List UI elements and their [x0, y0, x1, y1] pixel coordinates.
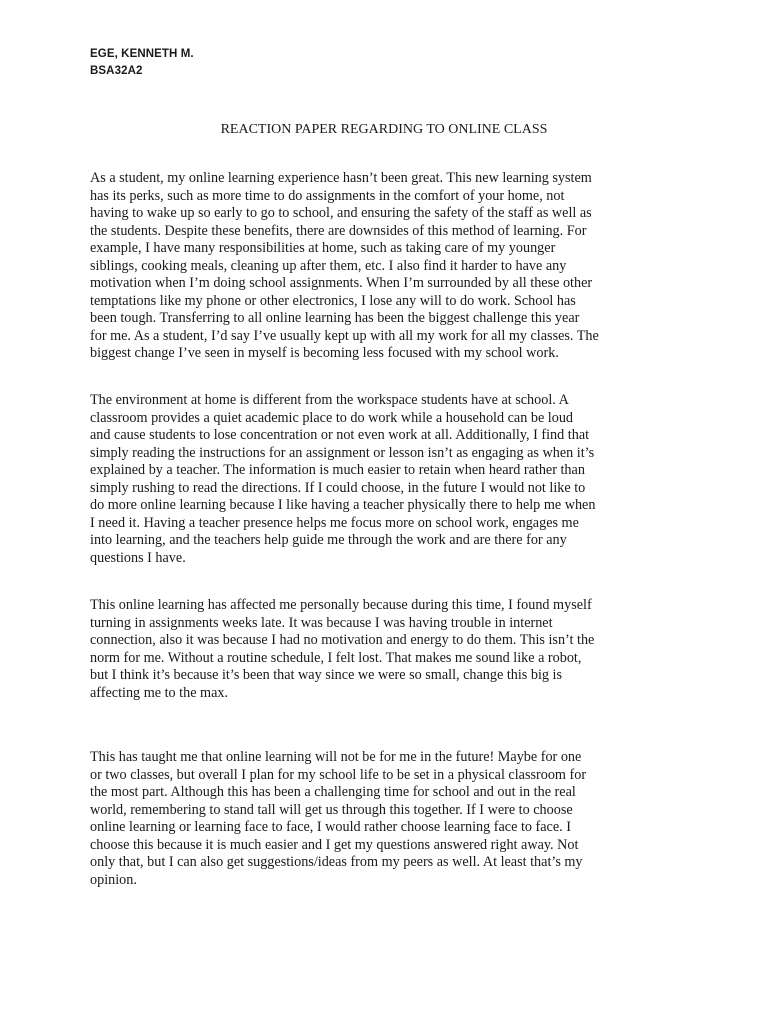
paragraph-line: This online learning has affected me personally because during this time, I found myself	[90, 597, 592, 613]
paragraph-4	[90, 749, 678, 889]
paragraph-line: connection, also it was because I had no motivation and energy to do them. This isn’t the	[90, 632, 595, 648]
paragraph-2	[90, 392, 678, 567]
paragraph-line: norm for me. Without a routine schedule, I felt lost. That makes me sound like a robot,	[90, 649, 582, 666]
paragraph-line: temptations like my phone or other electronics, I lose any will to do work. School has	[90, 292, 576, 309]
paragraph-line: and cause students to lose concentration or not even work at all. Additionally, I find that	[90, 427, 590, 443]
paragraph-line: As a student, my online learning experience hasn’t been great. This new learning system	[90, 170, 592, 186]
paragraph-line: only that, but I can also get suggestions/ideas from my peers as well. At least that’s my	[90, 854, 583, 870]
paragraph-line: siblings, cooking meals, cleaning up after them, etc. I also find it harder to have any	[90, 257, 567, 274]
paper-title: REACTION PAPER REGARDING TO ONLINE CLASS	[220, 122, 548, 137]
paragraph-line: example, I have many responsibilities at home, such as taking care of my younger	[90, 240, 556, 256]
paragraph-line: explained by a teacher. The information is much easier to retain when heard rather than	[90, 462, 585, 478]
paragraph-line: simply reading the instructions for an assignment or lesson isn’t as engaging as when it’s	[90, 444, 595, 461]
author-header	[90, 46, 194, 80]
class-section: BSA32A2	[90, 65, 143, 77]
paragraph-line: into learning, and the teachers help guide me through the work and are there for any	[90, 532, 567, 548]
paragraph-line: has its perks, such as more time to do assignments in the comfort of your home, not	[90, 187, 565, 204]
paragraph-line: or two classes, but overall I plan for my school life to be set in a physical classroom for	[90, 766, 587, 783]
paragraph-line: turning in assignments weeks late. It was because I was having trouble in internet	[90, 614, 553, 631]
paragraph-line: the most part. Although this has been a challenging time for school and out in the real	[90, 784, 576, 800]
paragraph-line: choose this because it is much easier and I get my questions answered right away. Not	[90, 836, 579, 853]
paragraph-line: online learning or learning face to face, I would rather choose learning face to face. I	[90, 819, 571, 835]
author-name: EGE, KENNETH M.	[90, 48, 194, 60]
paragraph-line: having to wake up so early to go to school, and ensuring the safety of the staff as well as	[90, 205, 592, 221]
paragraph-line: The environment at home is different from the workspace students have at school. A	[90, 392, 569, 408]
paragraph-line: the students. Despite these benefits, there are downsides of this method of learning. For	[90, 222, 587, 239]
paragraph-line: affecting me to the max.	[90, 684, 229, 701]
paragraph-line: classroom provides a quiet academic place to do work while a household can be loud	[90, 409, 574, 426]
paragraph-line: but I think it’s because it’s been that way since we were so small, change this big is	[90, 667, 563, 683]
paragraph-line: biggest change I’ve seen in myself is becoming less focused with my school work.	[90, 345, 559, 361]
paragraph-line: world, remembering to stand tall will get us through this together. If I were to choose	[90, 801, 573, 818]
paragraph-line: This has taught me that online learning will not be for me in the future! Maybe for one	[90, 749, 582, 765]
paragraph-line: questions I have.	[90, 549, 186, 566]
paragraph-3	[90, 597, 678, 702]
paragraph-line: motivation when I’m doing school assignments. When I’m surrounded by all these other	[90, 275, 593, 291]
paragraph-line: been tough. Transferring to all online learning has been the biggest challenge this year	[90, 310, 580, 326]
paragraph-line: I need it. Having a teacher presence helps me focus more on school work, engages me	[90, 514, 579, 531]
paragraph-line: opinion.	[90, 871, 137, 888]
paragraph-line: simply rushing to read the directions. If I could choose, in the future I would not like to	[90, 479, 586, 496]
paragraph-1	[90, 170, 678, 363]
paragraph-line: for me. As a student, I’d say I’ve usually kept up with all my work for all my classes. The	[90, 327, 599, 344]
paragraph-line: do more online learning because I like having a teacher physically there to help me when	[90, 497, 596, 513]
